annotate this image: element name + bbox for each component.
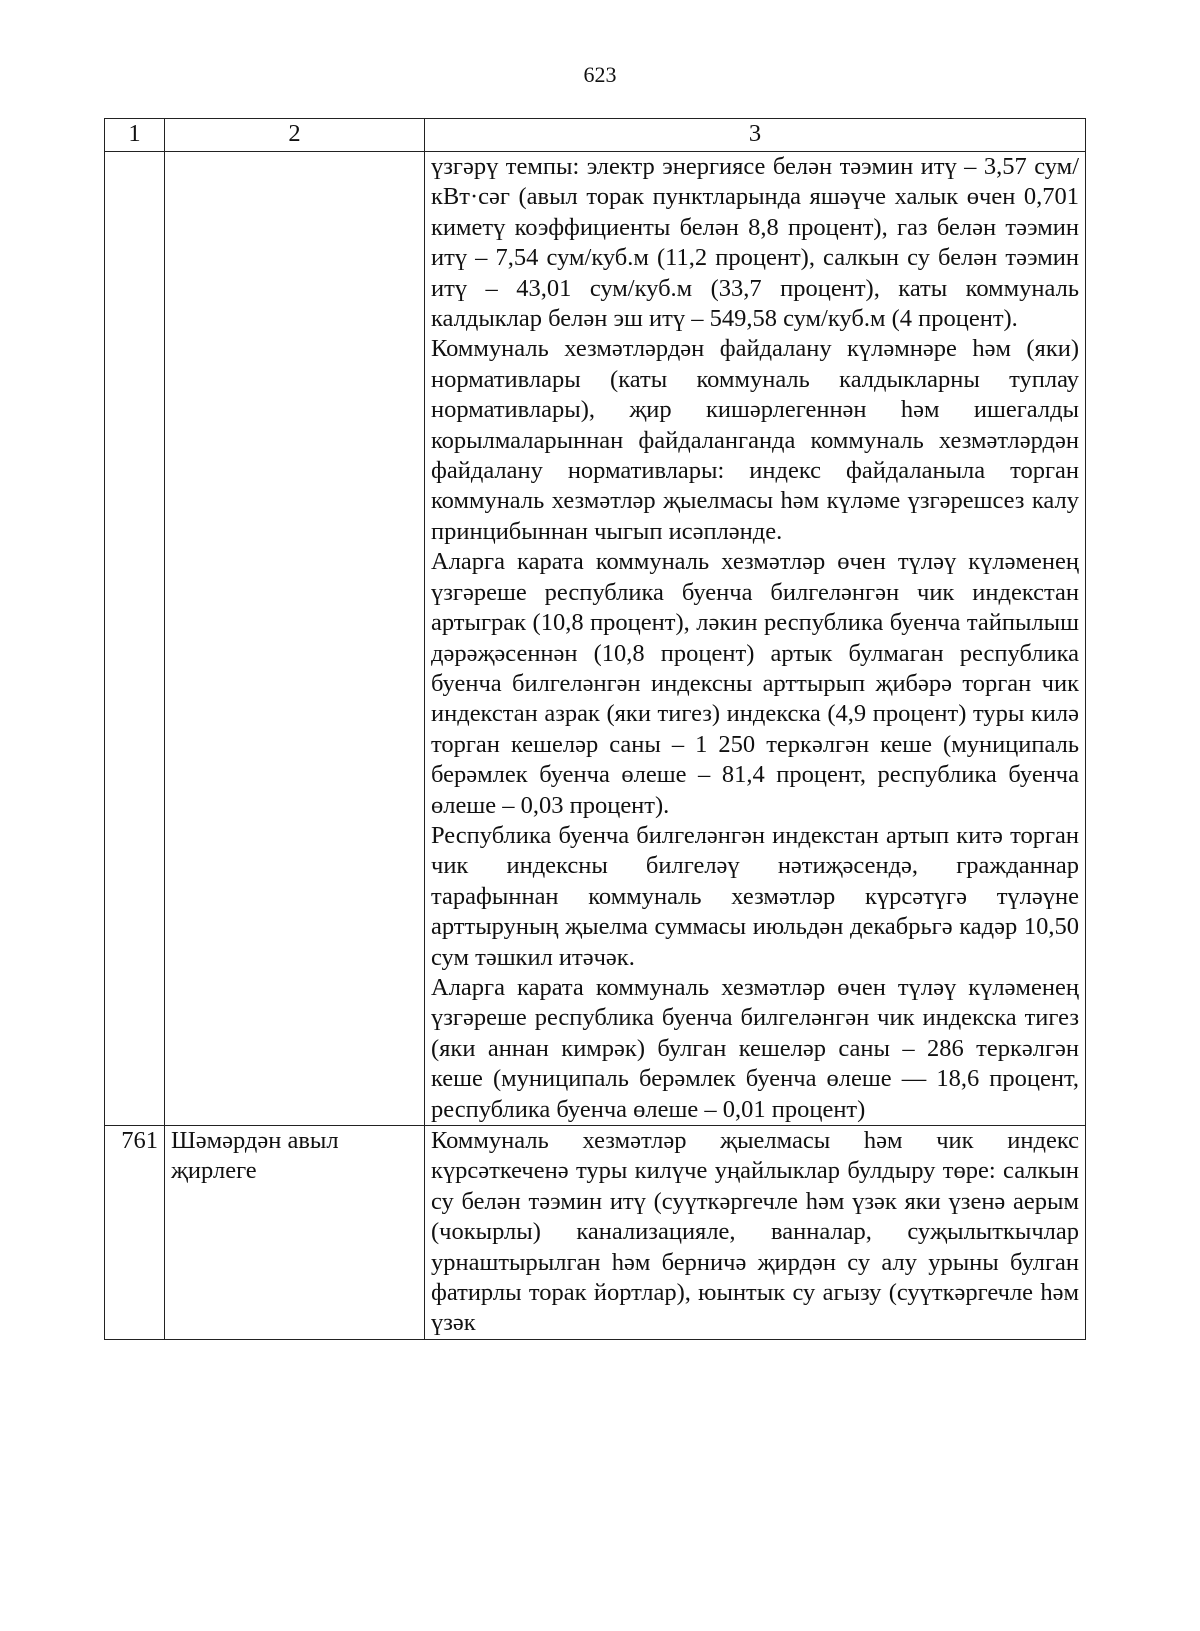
row-text (425, 1126, 1086, 1340)
paragraph: Коммуналь хезмәтләрдән файдалану күләмнәре һәм (яки) нормативлары (каты коммуналь калдыкларны туплау нормативлары), җир кишәрлегеннән һәм ишегалды корылмаларыннан файдаланганда коммуналь хезмәтләрдән файдалану нормативлары: индекс файдаланыла торган коммуналь хезмәтләр җыелмасы һәм күләме үзгәрешсез калу принцибыннан чыгып исәпләнде. (431, 335, 1079, 545)
paragraph: Республика буенча билгеләнгән индекстан артып китә торган чик индексны билгеләү нәтиҗәсендә, гражданнар тарафыннан коммуналь хезмәтләр күрсәтүгә түләүне арттыруның җыелма суммасы июльдән декабрьгә кадәр 10,50 сум тәшкил итәчәк. (431, 821, 1079, 971)
page-number: 623 (583, 62, 617, 87)
row-number (105, 152, 165, 1126)
column-header-2: 2 (165, 119, 425, 152)
column-header-3: 3 (425, 119, 1086, 152)
row-text (425, 152, 1086, 1126)
table-header-row (105, 119, 1086, 152)
document-table (104, 118, 1086, 1340)
paragraph: Аларга карата коммуналь хезмәтләр өчен түләү күләменең үзгәреше республика буенча билгеләнгән чик индекска тигез (яки аннан кимрәк) булган кешеләр саны – 286 теркәлгән кеше (муниципаль берәмлек буенча өлеше — 18,6 процент, республика буенча өлеше – 0,01 процент) (431, 973, 1079, 1123)
paragraph: Коммуналь хезмәтләр җыелмасы һәм чик индекс күрсәткеченә туры килүче уңайлыклар булдыру төре: салкын су белән тәэмин итү (суүткәргечле һәм үзәк яки үзенә аерым (чокырлы) канализацияле, ванналар, суҗылыткычлар урнаштырылган һәм берничә җирдән су алу урыны булган фатирлы торак йортлар), юынтык су агызу (суүткәргечле һәм үзәк (431, 1127, 1079, 1337)
table-row (105, 1126, 1086, 1340)
table-row (105, 152, 1086, 1126)
paragraph: үзгәрү темпы: электр энергиясе белән тәэмин итү – 3,57 сум/кВт·сәг (авыл торак пунктларында яшәүче халык өчен 0,701 киметү коэффициенты белән 8,8 процент), газ белән тәэмин итү – 7,54 сум/куб.м (11,2 процент), салкын су белән тәэмин итү – 43,01 сум/куб.м (33,7 процент), каты коммуналь калдыклар белән эш итү – 549,58 сум/куб.м (4 процент). (431, 153, 1079, 333)
row-number: 761 (105, 1126, 165, 1340)
column-header-1: 1 (105, 119, 165, 152)
row-name (165, 152, 425, 1126)
row-name: Шәмәрдән авыл җирлеге (165, 1126, 425, 1340)
paragraph: Аларга карата коммуналь хезмәтләр өчен түләү күләменең үзгәреше республика буенча билгеләнгән чик индекстан артыграк (10,8 процент), ләкин республика буенча тайпылыш дәрәҗәсеннән (10,8 процент) артык булмаган республика буенча билгеләнгән индексны арттырып җибәрә торган чик индекстан азрак (яки тигез) индекска (4,9 процент) туры килә торган кешеләр саны – 1 250 теркәлгән кеше (муниципаль берәмлек буенча өлеше – 81,4 процент, республика буенча өлеше – 0,03 процент). (431, 548, 1079, 819)
